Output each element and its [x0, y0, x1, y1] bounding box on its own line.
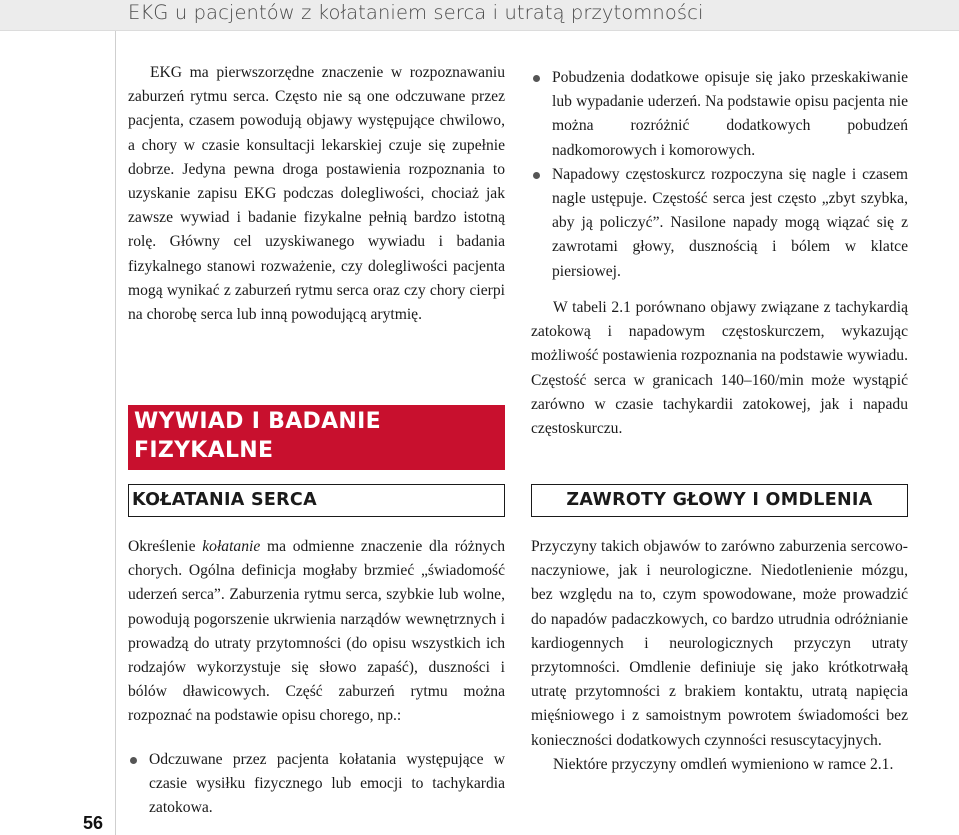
list-item-text: Odczuwane przez pacjenta kołatania występujące w czasie wysiłku fizycznego lub emocji to tachykardia zatokowa.: [149, 751, 505, 817]
bullet-icon: [533, 172, 540, 179]
header-bar: [0, 0, 959, 31]
text-segment: ma odmienne znaczenie dla różnych chorych. Ogólna definicja mogłaby brzmieć „świadomość uderzeń serca”. Zaburzenia rytmu serca, szybkie lub wolne, powodują pogorszenie ukrwienia narządów wewnętrznych i prowadzą do utraty przytomności (do opisu wszystkich ich rodzajów wykorzystuje się słowo zapaść), duszności i bólów dławicowych. Część zaburzeń rytmu można rozpoznać na podstawie opisu chorego, np.:: [128, 538, 506, 725]
dizziness-body: [531, 535, 908, 777]
page-number: 56: [83, 813, 104, 833]
list-item: [531, 163, 908, 284]
section-heading-history-exam: WYWIAD I BADANIE FIZYKALNE: [128, 405, 505, 470]
list-item: [531, 66, 908, 163]
subsection-heading-dizziness: ZAWROTY GŁOWY I OMDLENIA: [531, 484, 908, 517]
intro-paragraph: EKG ma pierwszorzędne znaczenie w rozpoznawaniu zaburzeń rytmu serca. Często nie są one odczuwane przez pacjenta, czasem powodują objawy występujące chwilowo, a chory w czasie konsultacji lekarskiej czuje się zupełnie dobrze. Jedyna pewna droga postawienia rozpoznania to uzyskanie zapisu EKG podczas dolegliwości, chociaż jak zawsze wywiad i badanie fizykalne pełnią bardzo istotną rolę. Główny cel uzyskiwanego wywiadu i badania fizykalnego stanowi rozważenie, czy dolegliwości pacjenta mogą wynikać z zaburzeń rytmu serca oraz czy chory cierpi na chorobę serca lub inną powodującą arytmię.: [128, 64, 505, 324]
list-item: [128, 748, 505, 821]
bullet-icon: [533, 75, 540, 82]
dizziness-paragraph: Przyczyny takich objawów to zarówno zaburzenia sercowo-naczyniowe, jak i neurologiczne. Niedotlenienie mózgu, bez względu na to, czym spowodowane, może prowadzić do napadów padaczkowych, co bardzo utrudnia odróżnianie kardiogennych i neurologicznych przyczyn utraty przytomności. Omdlenie definiuje się jako krótkotrwałą utratę przytomności z brakiem kontaktu, utratą napięcia mięśniowego i z samoistnym powrotem świadomości bez konieczności dodatkowych czynności resuscytacyjnych.: [531, 538, 908, 749]
text-segment: Określenie: [128, 538, 203, 555]
left-bullet-list: [128, 748, 505, 821]
chapter-title: EKG u pacjentów z kołataniem serca i utratą przytomności: [128, 1, 704, 24]
table-reference-body: [531, 296, 908, 441]
table-paragraph: W tabeli 2.1 porównano objawy związane z tachykardią zatokową i napadowym częstoskurczem, wykazując możliwość postawienia rozpoznania na podstawie wywiadu. Częstość serca w granicach 140–160/min może wystąpić zarówno w czasie tachykardii zatokowej, jak i napadu częstoskurczu.: [531, 299, 908, 438]
right-bullet-list: [531, 66, 908, 284]
left-column-intro: [128, 61, 505, 327]
list-item-text: Napadowy częstoskurcz rozpoczyna się nagle i czasem nagle ustępuje. Częstość serca jest często „zbyt szybka, aby ją policzyć”. Nasilone napady mogą wiązać się z zawrotami głowy, dusznością i bólem w klatce piersiowej.: [552, 165, 908, 280]
palpitations-paragraph: [128, 535, 505, 729]
palpitations-body: [128, 535, 505, 729]
margin-rule: [115, 31, 116, 835]
list-item-text: Pobudzenia dodatkowe opisuje się jako przeskakiwanie lub wypadanie uderzeń. Na podstawie opisu pacjenta nie można rozróżnić dodatkowych pobudzeń nadkomorowych i komorowych.: [552, 69, 908, 159]
subsection-heading-palpitations: KOŁATANIA SERCA: [128, 484, 505, 517]
italic-term: kołatanie: [202, 538, 261, 555]
dizziness-paragraph: Niektóre przyczyny omdleń wymieniono w ramce 2.1.: [553, 755, 894, 773]
bullet-icon: [130, 757, 137, 764]
